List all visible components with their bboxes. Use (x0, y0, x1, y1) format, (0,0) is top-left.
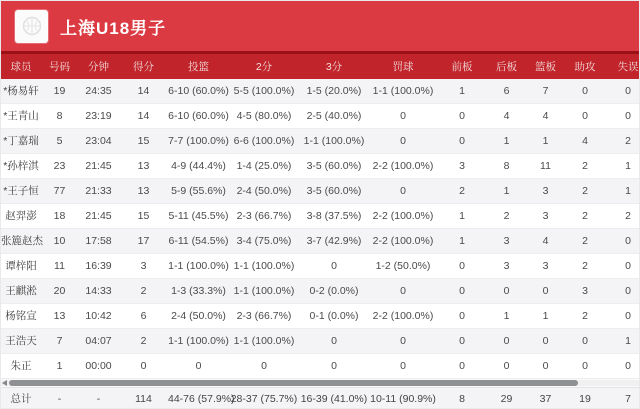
stat-cell: 14 (137, 110, 150, 122)
stat-cell: 0 (582, 110, 588, 122)
stat-cell: 0 (459, 260, 465, 272)
page-title: 上海U18男子 (60, 18, 167, 38)
total-label: 总计 (10, 393, 32, 405)
stat-cell: 0 (625, 285, 631, 297)
stat-cell: 1-2 (50.0%) (375, 260, 431, 272)
stat-cell: 0 (503, 285, 510, 297)
total-stat-cell: 19 (579, 393, 591, 405)
stat-cell: 2 (625, 210, 631, 222)
stat-cell: 2 (582, 160, 588, 172)
stat-cell: 2-2 (100.0%) (372, 210, 434, 222)
scrollbar-thumb[interactable] (9, 380, 578, 386)
stat-cell: 0 (582, 360, 588, 372)
player-name-cell: 张簏赵杰 (1, 235, 43, 247)
stat-cell: 21:45 (85, 210, 112, 222)
stat-cell: 1 (542, 310, 549, 322)
stat-cell: 16:39 (85, 260, 112, 272)
stat-cell: 3-5 (60.0%) (306, 185, 362, 197)
stat-cell: 3-5 (60.0%) (306, 160, 362, 172)
stat-cell: 4-5 (80.0%) (236, 110, 292, 122)
stat-cell: 0 (459, 360, 465, 372)
stat-cell: 2-2 (100.0%) (372, 310, 434, 322)
player-name-cell: 赵羿澎 (5, 210, 37, 222)
stat-cell: 6-11 (54.5%) (168, 235, 229, 247)
total-stat-cell: 16-39 (41.0%) (300, 393, 368, 405)
total-stat-cell: 7 (625, 393, 631, 405)
table-row[interactable] (1, 329, 639, 354)
stat-cell: 17 (137, 235, 150, 247)
stat-cell: 0 (582, 85, 588, 97)
total-stat-cell: 29 (500, 393, 513, 405)
stat-cell: 2 (582, 260, 588, 272)
stat-cell: 1 (459, 85, 465, 97)
stat-cell: 00:00 (85, 360, 112, 372)
stat-cell: 3 (582, 285, 588, 297)
stat-cell: 4 (542, 110, 549, 122)
stat-cell: 15 (137, 135, 150, 147)
stat-cell: 0 (625, 85, 631, 97)
total-row (1, 387, 639, 409)
stat-cell: 1 (56, 360, 63, 372)
stat-cell: 04:07 (85, 335, 112, 347)
stat-cell: 3 (542, 260, 549, 272)
stat-cell: 20 (53, 285, 66, 297)
stat-cell: 0 (331, 360, 337, 372)
stat-cell: 5-11 (45.5%) (168, 210, 229, 222)
stat-cell: 2-3 (66.7%) (236, 310, 292, 322)
stat-cell: 1-1 (100.0%) (233, 285, 295, 297)
table-row[interactable] (1, 279, 639, 304)
player-name-cell: *杨易轩 (3, 85, 39, 97)
stat-cell: 2 (503, 210, 510, 222)
stat-cell: 1 (625, 160, 631, 172)
table-row[interactable] (1, 254, 639, 279)
stat-cell: 1 (459, 210, 465, 222)
player-name-cell: 王浩天 (5, 335, 37, 347)
stat-cell: 13 (137, 160, 150, 172)
stat-cell: 0 (503, 360, 510, 372)
total-stat-cell: 44-76 (57.9%) (168, 393, 235, 405)
stat-cell: 0 (542, 360, 549, 372)
stat-cell: 0 (331, 260, 337, 272)
stat-cell: 0 (542, 335, 549, 347)
stat-cell: 6-10 (60.0%) (168, 85, 229, 97)
stat-cell: 0 (261, 360, 267, 372)
stat-cell: 1-4 (25.0%) (236, 160, 292, 172)
stat-cell: 19 (53, 85, 66, 97)
stat-cell: 0 (140, 360, 147, 372)
stat-cell: 17:58 (85, 235, 112, 247)
stat-cell: 3 (542, 185, 549, 197)
stat-cell: 0 (625, 235, 631, 247)
player-name-cell: *王青山 (3, 110, 39, 122)
stat-cell: 2-3 (66.7%) (236, 210, 292, 222)
stat-cell: 2-2 (100.0%) (372, 160, 434, 172)
player-name-cell: 王麒淞 (5, 285, 37, 297)
stat-cell: 1-1 (100.0%) (233, 260, 295, 272)
stat-cell: 2 (140, 335, 147, 347)
table-row[interactable] (1, 154, 639, 179)
team-logo-icon (15, 10, 48, 43)
stat-cell: 13 (137, 185, 150, 197)
stat-cell: 2 (625, 135, 631, 147)
total-stat-cell: 28-37 (75.7%) (230, 393, 298, 405)
stat-cell: 2-2 (100.0%) (372, 235, 434, 247)
total-stat-cell: 114 (135, 393, 152, 405)
stat-cell: 3-8 (37.5%) (306, 210, 362, 222)
column-header: 后板 (496, 61, 517, 73)
stat-cell: 1-1 (100.0%) (372, 85, 434, 97)
scroll-left-arrow-icon[interactable] (2, 380, 7, 386)
stat-cell: 0 (459, 310, 465, 322)
stat-cell: 11 (540, 160, 551, 172)
column-header: 分钟 (88, 61, 109, 73)
stat-cell: 1 (542, 135, 549, 147)
stat-cell: 1 (625, 335, 631, 347)
stat-cell: 0 (400, 335, 406, 347)
stat-cell: 3 (503, 235, 510, 247)
stat-cell: 14 (137, 85, 150, 97)
table-row[interactable] (1, 204, 639, 229)
stat-cell: 3-4 (75.0%) (236, 235, 292, 247)
stat-cell: 0 (582, 335, 588, 347)
stat-cell: 0 (400, 135, 406, 147)
stat-cell: 8 (503, 160, 510, 172)
stat-cell: 18 (53, 210, 66, 222)
column-header: 前板 (451, 61, 473, 73)
stat-cell: 2 (140, 285, 147, 297)
stat-cell: 10 (53, 235, 66, 247)
player-name-cell: *丁嘉瑞 (3, 135, 39, 147)
table-row[interactable] (1, 79, 639, 104)
stat-cell: 1-5 (20.0%) (306, 85, 362, 97)
player-name-cell: *王子恒 (3, 185, 39, 197)
column-header: 球员 (10, 61, 32, 73)
horizontal-scrollbar (1, 379, 639, 387)
stat-cell: 6-6 (100.0%) (233, 135, 295, 147)
total-stat-cell: 8 (459, 393, 465, 405)
column-header: 助攻 (574, 61, 596, 73)
table-row[interactable] (1, 179, 639, 204)
stat-cell: 2 (459, 185, 465, 197)
table-row[interactable] (1, 354, 639, 379)
stat-cell: 0 (195, 360, 202, 372)
column-header: 3分 (325, 61, 343, 73)
stat-cell: 1-3 (33.3%) (171, 285, 226, 297)
stat-cell: 6-10 (60.0%) (168, 110, 229, 122)
column-header: 篮板 (535, 61, 556, 73)
table-body (1, 79, 639, 379)
stat-cell: 0 (625, 260, 631, 272)
stat-cell: 0 (400, 110, 406, 122)
stat-cell: 2 (582, 310, 588, 322)
stat-cell: 8 (56, 110, 63, 122)
stat-cell: 1-1 (100.0%) (303, 135, 365, 147)
stat-cell: 0 (400, 360, 406, 372)
column-header: 失误 (617, 61, 639, 73)
player-name-cell: 杨铭宣 (5, 310, 37, 322)
column-header: 得分 (133, 61, 154, 73)
stat-cell: 0 (459, 135, 465, 147)
stat-cell: 0 (400, 285, 406, 297)
stat-cell: 1 (503, 185, 510, 197)
stat-cell: 1 (503, 135, 510, 147)
stat-cell: 7 (56, 335, 63, 347)
stat-cell: 23:19 (85, 110, 112, 122)
stat-cell: 2 (582, 185, 588, 197)
stat-cell: 0 (503, 335, 510, 347)
stat-cell: 3 (459, 160, 465, 172)
stat-cell: 5-9 (55.6%) (171, 185, 226, 197)
player-name-cell: 谭梓阳 (5, 260, 37, 272)
table-row[interactable] (1, 129, 639, 154)
stat-cell: 3 (542, 210, 549, 222)
stat-cell: 15 (137, 210, 150, 222)
stat-cell: 1 (625, 185, 631, 197)
stat-cell: 7 (542, 85, 549, 97)
stat-cell: 4 (582, 135, 588, 147)
stat-cell: 0 (331, 335, 337, 347)
stat-cell: 11 (54, 260, 65, 272)
stat-cell: 77 (53, 185, 66, 197)
stat-cell: 23:04 (85, 135, 112, 147)
stat-cell: 0 (459, 110, 465, 122)
stat-cell: 0 (542, 285, 549, 297)
column-header: 2分 (255, 61, 273, 73)
stat-cell: 21:45 (85, 160, 112, 172)
column-header: 罚球 (392, 61, 414, 73)
stat-cell: 0-1 (0.0%) (309, 310, 359, 322)
stat-cell: 0-2 (0.0%) (309, 285, 359, 297)
stat-cell: 13 (53, 310, 66, 322)
stat-cell: 6 (503, 85, 510, 97)
player-name-cell: *孙梓淇 (3, 160, 39, 172)
table-row[interactable] (1, 304, 639, 329)
stat-cell: 4 (542, 235, 549, 247)
stat-cell: 1 (459, 235, 465, 247)
total-stat-cell: - (96, 393, 101, 405)
stat-cell: 4 (503, 110, 510, 122)
player-name-cell: 朱正 (10, 360, 32, 372)
stat-cell: 21:33 (85, 185, 112, 197)
table-row[interactable] (1, 104, 639, 129)
column-header-row (1, 54, 639, 79)
stat-cell: 3-7 (42.9%) (306, 235, 362, 247)
stat-cell: 5 (56, 135, 63, 147)
stat-cell: 1-1 (100.0%) (168, 260, 229, 272)
stat-cell: 4-9 (44.4%) (171, 160, 226, 172)
column-header: 投篮 (188, 61, 209, 73)
stat-cell: 1-1 (100.0%) (233, 335, 295, 347)
stat-cell: 1 (503, 310, 510, 322)
stat-cell: 0 (625, 360, 631, 372)
stat-cell: 5-5 (100.0%) (233, 85, 295, 97)
table-row[interactable] (1, 229, 639, 254)
total-stat-cell: 10-11 (90.9%) (370, 393, 436, 405)
stat-cell: 14:33 (85, 285, 112, 297)
stat-cell: 2 (582, 235, 588, 247)
stat-cell: 24:35 (85, 85, 112, 97)
stat-cell: 10:42 (85, 310, 112, 322)
stat-cell: 2-4 (50.0%) (236, 185, 292, 197)
column-header: 号码 (49, 61, 70, 73)
stat-cell: 7-7 (100.0%) (168, 135, 229, 147)
stat-cell: 23 (53, 160, 66, 172)
stat-cell: 2-5 (40.0%) (306, 110, 362, 122)
stat-cell: 0 (459, 335, 465, 347)
title-bar (1, 1, 639, 51)
stat-cell: 3 (140, 260, 147, 272)
stat-cell: 3 (503, 260, 510, 272)
stat-cell: 0 (625, 110, 631, 122)
stat-cell: 0 (625, 310, 631, 322)
total-stat-cell: - (57, 393, 62, 405)
stat-cell: 0 (400, 185, 406, 197)
stat-cell: 2-4 (50.0%) (171, 310, 226, 322)
stat-cell: 2 (582, 210, 588, 222)
stat-cell: 0 (459, 285, 465, 297)
stat-cell: 1-1 (100.0%) (168, 335, 229, 347)
stat-cell: 6 (140, 310, 147, 322)
total-stat-cell: 37 (539, 393, 552, 405)
